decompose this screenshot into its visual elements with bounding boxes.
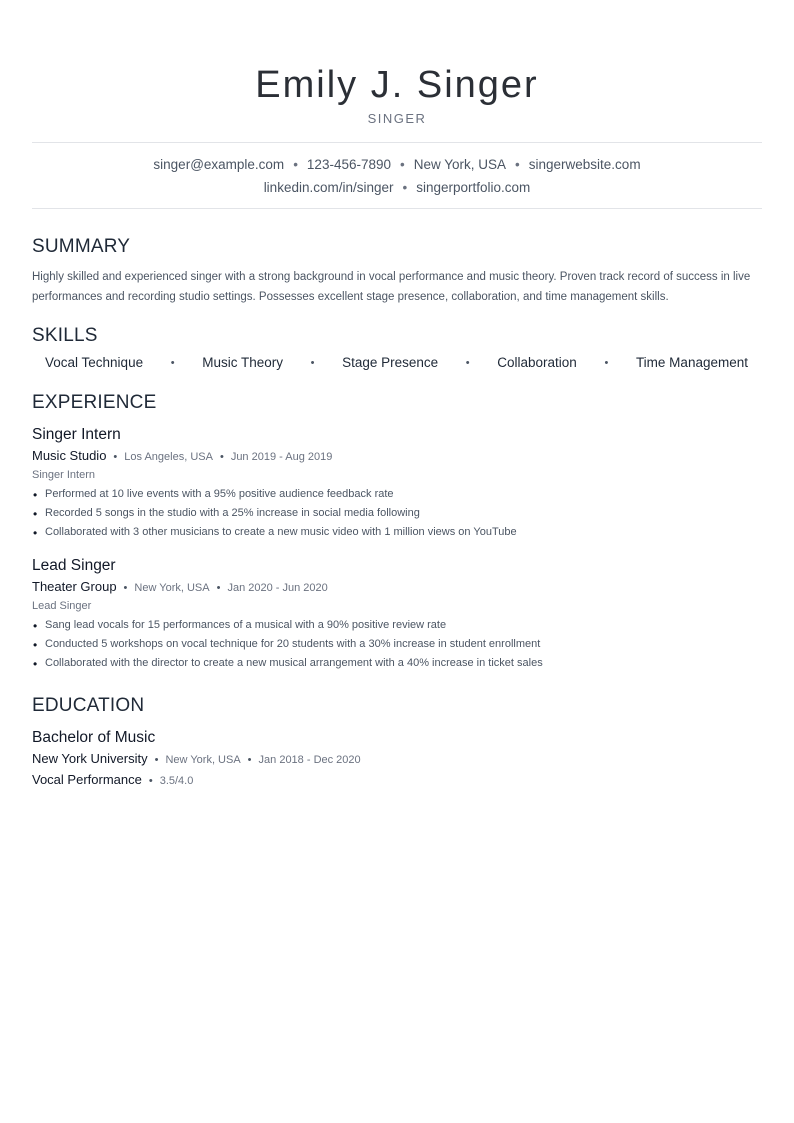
separator-dot: •	[465, 357, 470, 369]
bullet-text: Collaborated with the director to create a new musical arrangement with a 40% increase in ticket sales	[45, 657, 543, 669]
education-section	[32, 694, 762, 790]
skill-item: Music Theory	[202, 355, 283, 370]
separator-dot: •	[293, 157, 298, 172]
skills-list	[32, 354, 762, 372]
job-entry	[32, 425, 762, 542]
experience-heading: EXPERIENCE	[32, 392, 157, 413]
education-dates: Jan 2018 - Dec 2020	[258, 754, 361, 766]
candidate-title: SINGER	[367, 111, 427, 126]
job-company: Music Studio	[32, 448, 107, 463]
contact-website[interactable]: singerwebsite.com	[528, 157, 641, 172]
education-heading: EDUCATION	[32, 695, 145, 716]
job-entry	[32, 556, 762, 673]
separator-dot: •	[216, 582, 221, 594]
job-dates: Jun 2019 - Aug 2019	[230, 451, 333, 463]
bullet-icon: •	[33, 638, 38, 652]
skills-heading: SKILLS	[32, 325, 98, 346]
contact-phone[interactable]: 123-456-7890	[306, 157, 391, 172]
job-role: Singer Intern	[32, 426, 121, 443]
skill-item: Collaboration	[497, 355, 577, 370]
job-company: Theater Group	[32, 579, 117, 594]
list-item	[32, 654, 762, 673]
bullet-text: Recorded 5 songs in the studio with a 25% increase in social media following	[45, 507, 420, 519]
contact-location: New York, USA	[413, 157, 507, 172]
separator-dot: •	[123, 582, 128, 594]
resume-page	[32, 0, 762, 790]
bullet-text: Performed at 10 live events with a 95% positive audience feedback rate	[45, 488, 394, 500]
contact-info	[32, 142, 762, 209]
separator-dot: •	[515, 157, 520, 172]
bullet-icon: •	[33, 657, 38, 671]
bullet-text: Conducted 5 workshops on vocal technique for 20 students with a 30% increase in student enrollment	[45, 638, 541, 650]
job-bullets	[32, 616, 762, 673]
bullet-icon: •	[33, 526, 38, 540]
separator-dot: •	[604, 357, 609, 369]
bullet-icon: •	[33, 488, 38, 502]
skill-item: Vocal Technique	[45, 355, 144, 370]
gpa: 3.5/4.0	[159, 775, 194, 787]
job-location: New York, USA	[134, 582, 210, 594]
bullet-icon: •	[33, 619, 38, 633]
list-item	[32, 616, 762, 635]
separator-dot: •	[154, 754, 159, 766]
contact-email[interactable]: singer@example.com	[153, 157, 285, 172]
candidate-name: Emily J. Singer	[255, 64, 539, 106]
separator-dot: •	[400, 157, 405, 172]
bullet-text: Collaborated with 3 other musicians to create a new music video with 1 million views on YouTube	[45, 526, 517, 538]
list-item	[32, 635, 762, 654]
summary-text: Highly skilled and experienced singer with a strong background in vocal performance and music theory. Proven track record of success in live performances and recording studio settings. Possesses excellent stage presence, collaboration, and time management skills.	[32, 271, 751, 303]
job-bullets	[32, 485, 762, 542]
separator-dot: •	[148, 775, 153, 787]
job-subtitle: Lead Singer	[32, 600, 92, 612]
list-item	[32, 504, 762, 523]
list-item	[32, 523, 762, 542]
job-meta	[32, 447, 762, 466]
contact-row-2	[32, 176, 762, 199]
separator-dot: •	[310, 357, 315, 369]
skills-section	[32, 324, 762, 372]
job-subtitle: Singer Intern	[32, 469, 95, 481]
job-dates: Jan 2020 - Jun 2020	[227, 582, 328, 594]
contact-row-1	[32, 153, 762, 176]
list-item	[32, 485, 762, 504]
job-meta	[32, 578, 762, 597]
separator-dot: •	[113, 451, 118, 463]
education-entry	[32, 728, 762, 790]
education-meta	[32, 750, 762, 769]
bullet-text: Sang lead vocals for 15 performances of a musical with a 90% positive review rate	[45, 619, 447, 631]
summary-heading: SUMMARY	[32, 236, 131, 257]
education-field-row	[32, 771, 762, 790]
school-location: New York, USA	[165, 754, 241, 766]
skill-item: Stage Presence	[342, 355, 439, 370]
separator-dot: •	[219, 451, 224, 463]
job-role: Lead Singer	[32, 557, 116, 574]
experience-section	[32, 391, 762, 673]
degree: Bachelor of Music	[32, 729, 156, 746]
bullet-icon: •	[33, 507, 38, 521]
contact-portfolio[interactable]: singerportfolio.com	[416, 180, 531, 195]
school-name: New York University	[32, 751, 148, 766]
job-location: Los Angeles, USA	[124, 451, 213, 463]
separator-dot: •	[170, 357, 175, 369]
separator-dot: •	[402, 180, 408, 195]
contact-linkedin[interactable]: linkedin.com/in/singer	[263, 180, 394, 195]
field-of-study: Vocal Performance	[32, 772, 142, 787]
separator-dot: •	[247, 754, 252, 766]
skill-item: Time Management	[635, 355, 748, 370]
summary-section	[32, 235, 762, 307]
